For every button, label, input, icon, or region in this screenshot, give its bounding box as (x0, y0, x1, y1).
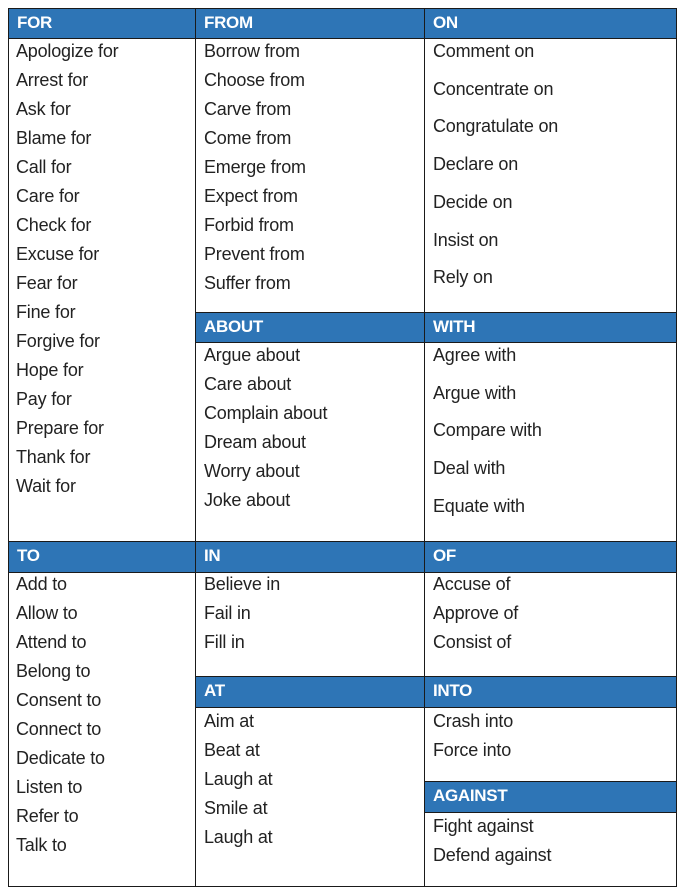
list-item: Smile at (204, 798, 268, 818)
header-from: FROM (195, 8, 425, 39)
list-item: Prevent from (204, 244, 305, 264)
header-on: ON (424, 8, 677, 39)
list-item: Emerge from (204, 157, 306, 177)
list-item: Laugh at (204, 827, 273, 847)
list-item: Allow to (16, 603, 78, 623)
header-at: AT (195, 676, 425, 708)
list-item: Forgive for (16, 331, 100, 351)
list-item: Borrow from (204, 41, 300, 61)
list-item: Agree with (433, 345, 517, 365)
header-into: INTO (424, 676, 677, 708)
list-item: Approve of (433, 603, 519, 623)
list-item: Blame for (16, 128, 92, 148)
list-item: Listen to (16, 777, 83, 797)
header-about: ABOUT (195, 312, 425, 343)
list-item: Wait for (16, 476, 76, 496)
list-item: Hope for (16, 360, 84, 380)
list-item: Joke about (204, 490, 291, 510)
list-item: Forbid from (204, 215, 294, 235)
list-item: Fear for (16, 273, 78, 293)
list-item: Dedicate to (16, 748, 105, 768)
list-item: Consist of (433, 632, 512, 652)
list-item: Come from (204, 128, 292, 148)
list-item: Insist on (433, 230, 499, 250)
list-item: Arrest for (16, 70, 89, 90)
list-item: Belong to (16, 661, 91, 681)
header-of: OF (424, 541, 677, 573)
list-item: Apologize for (16, 41, 119, 61)
list-item: Thank for (16, 447, 91, 467)
list-item: Add to (16, 574, 67, 594)
list-item: Concentrate on (433, 79, 554, 99)
list-item: Choose from (204, 70, 305, 90)
header-with: WITH (424, 312, 677, 343)
list-item: Aim at (204, 711, 254, 731)
list-item: Deal with (433, 458, 506, 478)
list-item: Comment on (433, 41, 535, 61)
list-item: Fill in (204, 632, 245, 652)
list-item: Defend against (433, 845, 552, 865)
header-for: FOR (8, 8, 196, 39)
header-in: IN (195, 541, 425, 573)
list-item: Care about (204, 374, 292, 394)
list-item: Check for (16, 215, 92, 235)
list-item: Crash into (433, 711, 514, 731)
list-item: Dream about (204, 432, 306, 452)
list-item: Excuse for (16, 244, 100, 264)
list-item: Fail in (204, 603, 251, 623)
list-item: Call for (16, 157, 72, 177)
list-item: Argue with (433, 383, 517, 403)
list-item: Connect to (16, 719, 102, 739)
list-item: Congratulate on (433, 116, 559, 136)
list-item: Fine for (16, 302, 76, 322)
list-item: Worry about (204, 461, 300, 481)
list-item: Suffer from (204, 273, 291, 293)
list-item: Force into (433, 740, 512, 760)
list-item: Equate with (433, 496, 525, 516)
list-item: Ask for (16, 99, 71, 119)
list-item: Argue about (204, 345, 300, 365)
list-item: Complain about (204, 403, 328, 423)
list-item: Carve from (204, 99, 292, 119)
list-item: Accuse of (433, 574, 511, 594)
list-item: Compare with (433, 420, 542, 440)
list-item: Beat at (204, 740, 260, 760)
list-item: Refer to (16, 806, 79, 826)
list-item: Prepare for (16, 418, 104, 438)
list-item: Decide on (433, 192, 513, 212)
list-item: Talk to (16, 835, 67, 855)
list-item: Care for (16, 186, 80, 206)
list-item: Expect from (204, 186, 298, 206)
list-item: Believe in (204, 574, 281, 594)
list-item: Pay for (16, 389, 72, 409)
list-item: Attend to (16, 632, 87, 652)
list-item: Rely on (433, 267, 493, 287)
list-item: Consent to (16, 690, 102, 710)
list-item: Laugh at (204, 769, 273, 789)
header-against: AGAINST (424, 781, 677, 813)
list-item: Fight against (433, 816, 534, 836)
list-item: Declare on (433, 154, 519, 174)
header-to: TO (8, 541, 196, 573)
